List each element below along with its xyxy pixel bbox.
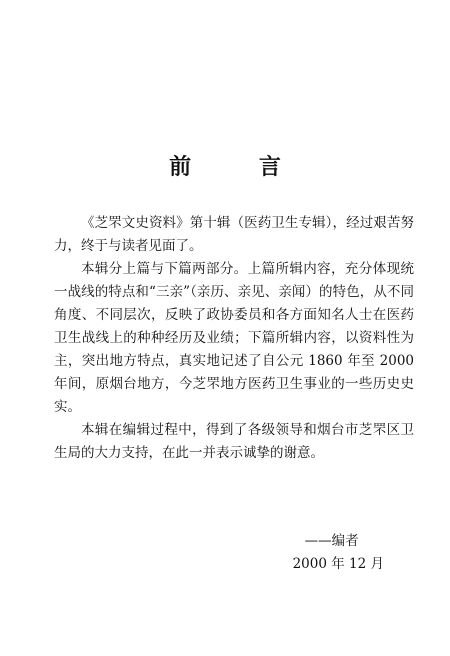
paragraph-3: 本辑在编辑过程中，得到了各级领导和烟台市芝罘区卫生局的大力支持，在此一并表示诚挚的谢意。 bbox=[54, 422, 414, 461]
page-title: 前 言 bbox=[169, 155, 311, 180]
paragraph-1: 《芝罘文史资料》第十辑（医药卫生专辑），经过艰苦努力，终于与读者见面了。 bbox=[54, 215, 414, 254]
signature-author: ——编者 bbox=[304, 533, 359, 549]
signature-block bbox=[293, 530, 384, 576]
paragraph-2: 本辑分上篇与下篇两部分。上篇所辑内容，充分体现统一战线的特点和“三亲”（亲历、亲见、亲闻）的特色，从不同角度、不同层次，反映了政协委员和各方面知名人士在医药卫生战线上的种种经历及业绩；下篇所辑内容，以资料性为主，突出地方特点，真实地记述了自公元 1860 年至 2000 年间，原烟台地方，今芝罘地方医药卫生事业的一些历史史实。 bbox=[54, 261, 414, 415]
preface-body bbox=[54, 212, 414, 465]
signature-date: 2000 年 12 月 bbox=[292, 556, 384, 572]
